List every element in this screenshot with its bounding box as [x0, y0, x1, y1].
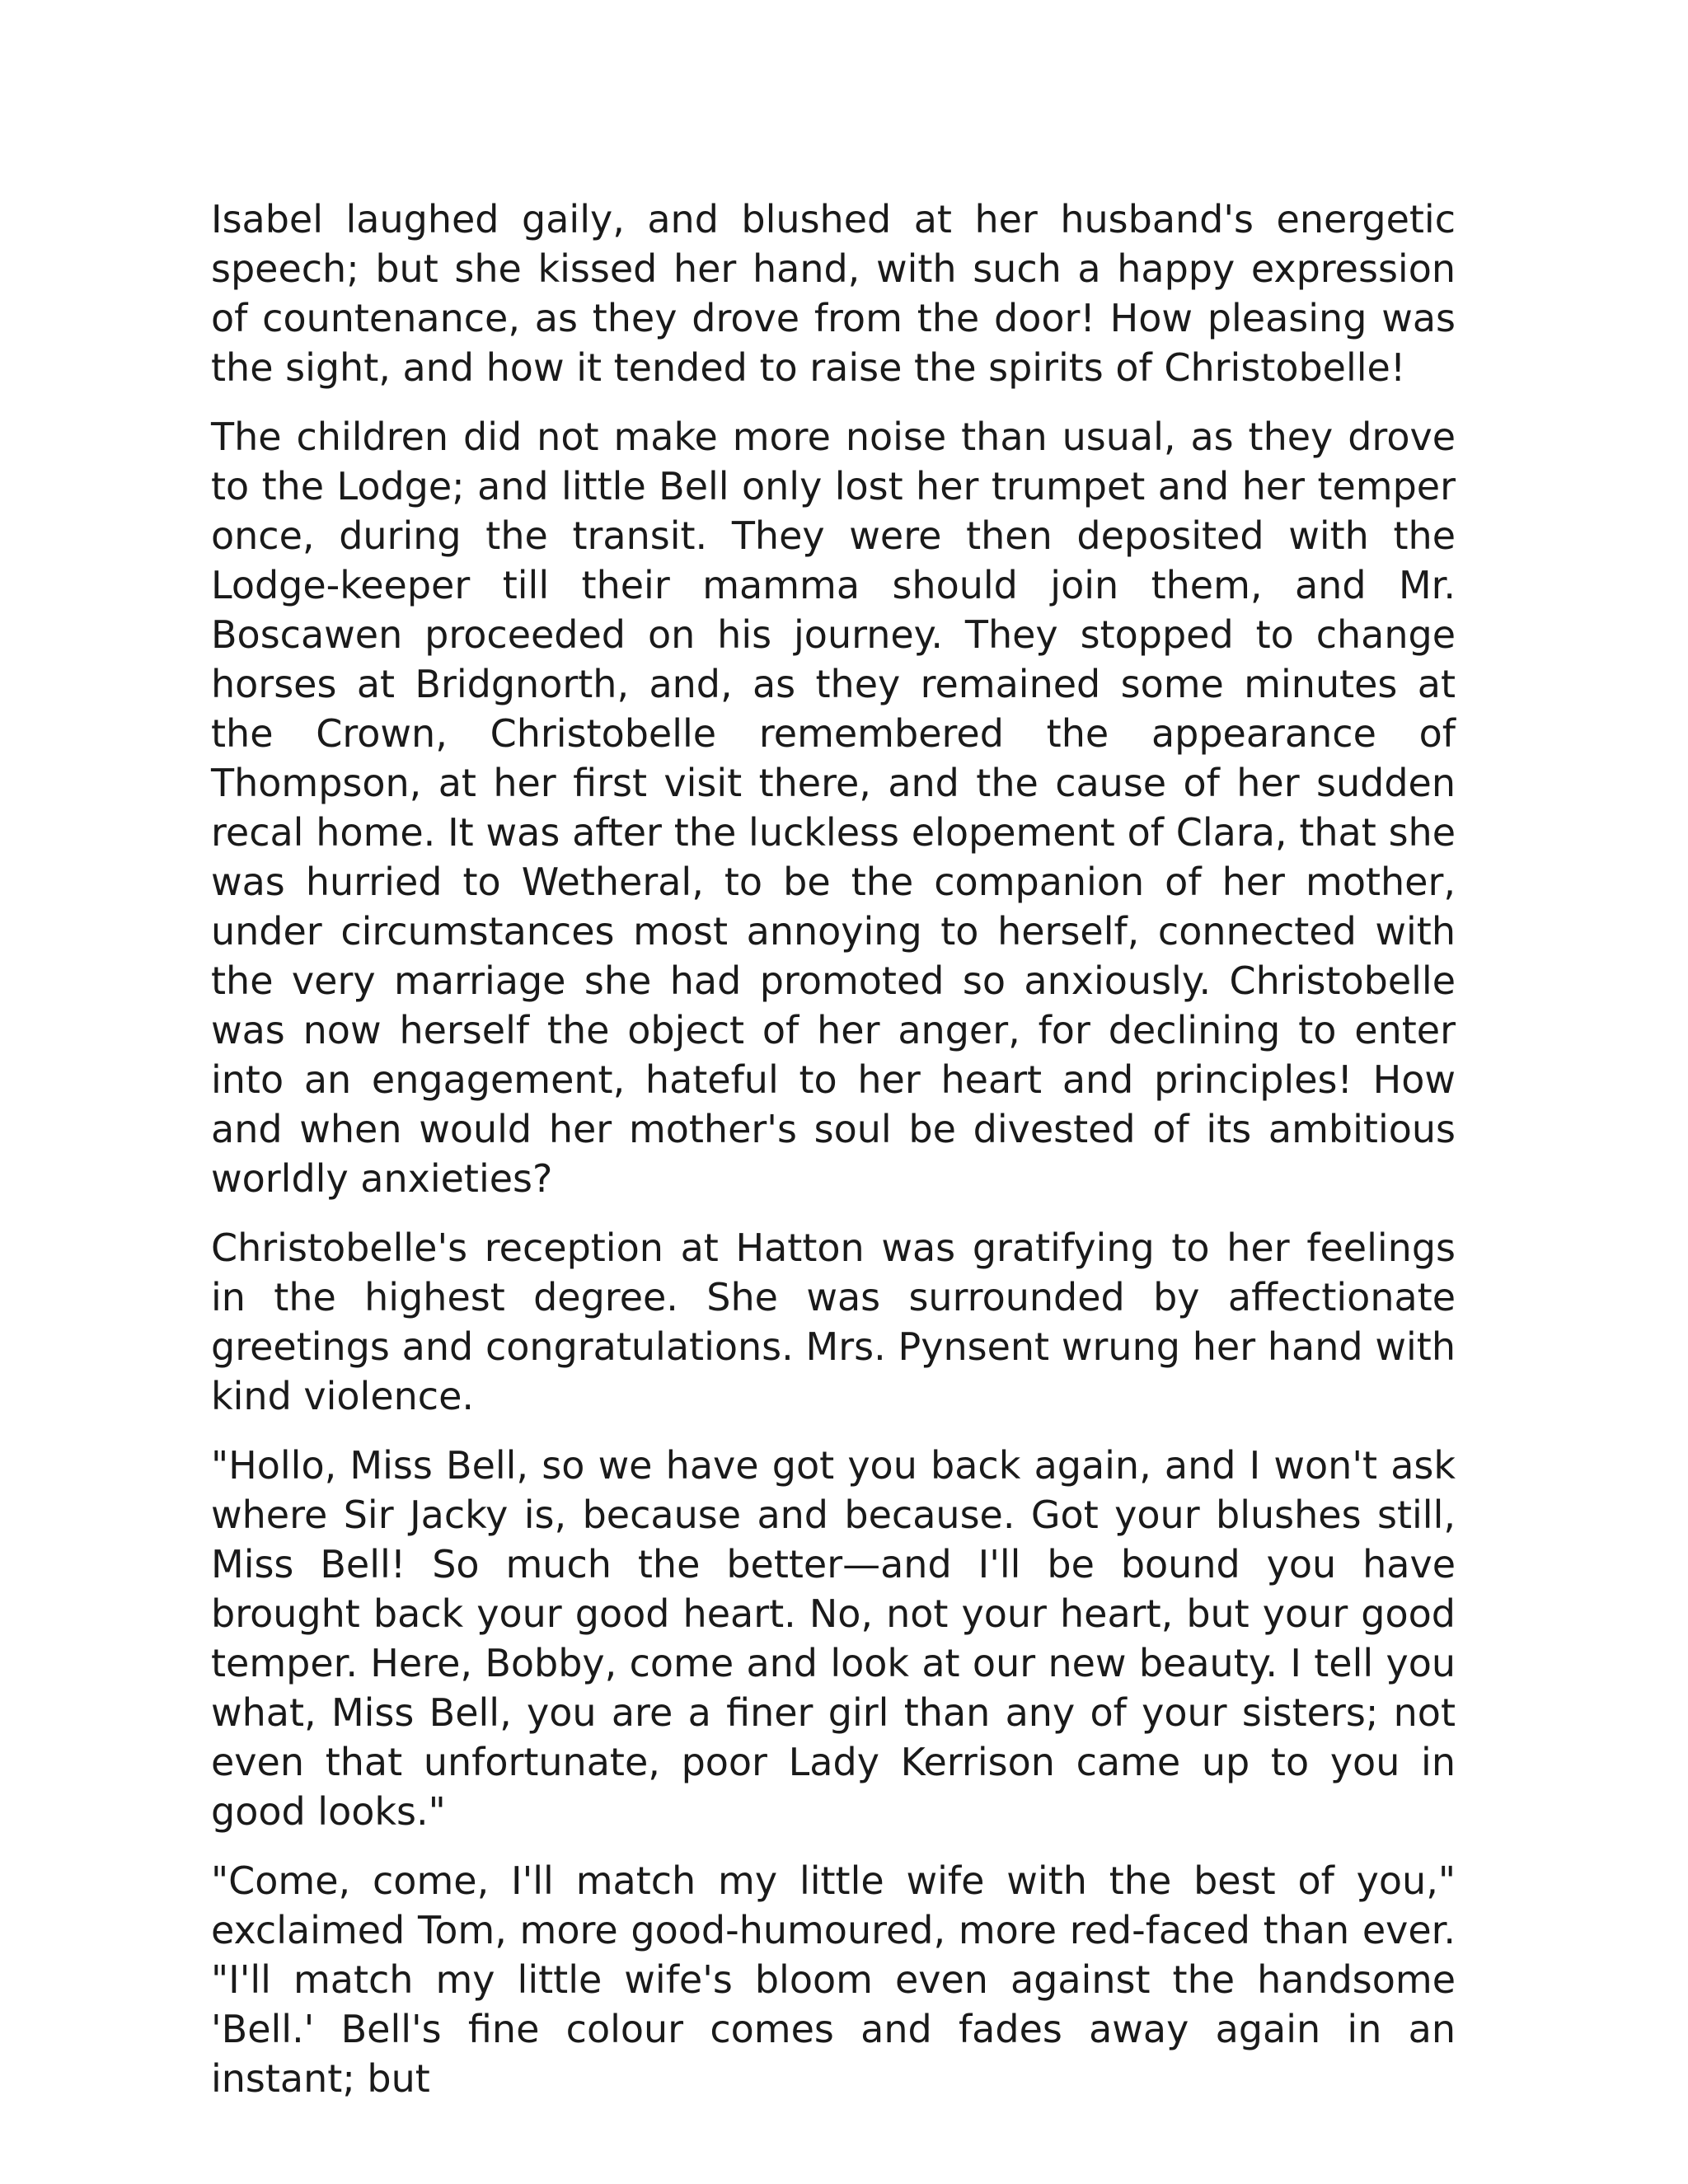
paragraph-1: Isabel laughed gaily, and blushed at her husband's energetic speech; but she kissed her hand, with such a happy expression of countenance, as they drove from the door! How pleasing was the sight, and how it tended to raise the spirits of Christobelle! [211, 197, 1456, 390]
paragraph-3: Christobelle's reception at Hatton was gratifying to her feelings in the highest degree. She was surrounded by affectionate greetings and congratulations. Mrs. Pynsent wrung her hand with kind violence. [211, 1226, 1456, 1418]
document-page [211, 194, 1456, 2123]
paragraph-5: "Come, come, I'll match my little wife with the best of you," exclaimed Tom, more good-humoured, more red-faced than ever. "I'll match my little wife's bloom even against the handsome 'Bell.' Bell's fine colour comes and fades away again in an instant; but [211, 1858, 1456, 2101]
paragraph-2: The children did not make more noise than usual, as they drove to the Lodge; and little Bell only lost her trumpet and her temper once, during the transit. They were then deposited with the Lodge-keeper till their mamma should join them, and Mr. Boscawen proceeded on his journey. They stopped to change horses at Bridgnorth, and, as they remained some minutes at the Crown, Christobelle remembered the appearance of Thompson, at her first visit there, and the cause of her sudden recal home. It was after the luckless elopement of Clara, that she was hurried to Wetheral, to be the companion of her mother, under circumstances most annoying to herself, connected with the very marriage she had promoted so anxiously. Christobelle was now herself the object of her anger, for declining to enter into an engagement, hateful to her heart and principles! How and when would her mother's soul be divested of its ambitious worldly anxieties? [211, 415, 1456, 1201]
paragraph-4: "Hollo, Miss Bell, so we have got you back again, and I won't ask where Sir Jacky is, because and because. Got your blushes still, Miss Bell! So much the better—and I'll be bound you have brought back your good heart. No, not your heart, but your good temper. Here, Bobby, come and look at our new beauty. I tell you what, Miss Bell, you are a finer girl than any of your sisters; not even that unfortunate, poor Lady Kerrison came up to you in good looks." [211, 1443, 1456, 1834]
